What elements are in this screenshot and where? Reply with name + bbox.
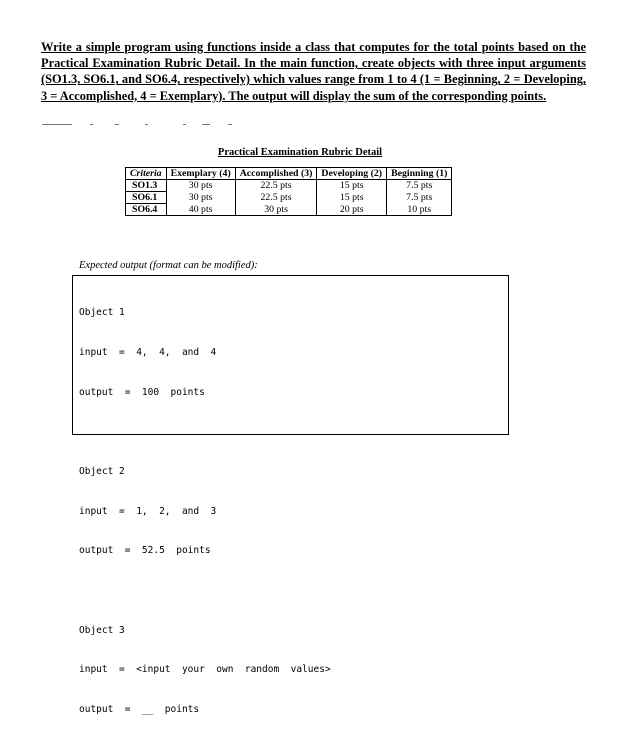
object-input: input = <input your own random values> <box>79 664 331 676</box>
object-output: output = 52.5 points <box>79 545 211 557</box>
header-criteria: Criteria <box>126 168 167 180</box>
cell-developing: 15 pts <box>317 192 387 204</box>
cut-off-text-remnant <box>42 124 242 128</box>
object-output: output = 100 points <box>79 386 205 398</box>
object-title: Object 3 <box>79 624 125 636</box>
object-block-1 <box>79 280 502 425</box>
header-developing: Developing (2) <box>317 168 387 180</box>
cell-accomplished: 22.5 pts <box>235 180 317 192</box>
table-row <box>126 204 452 216</box>
cell-beginning: 10 pts <box>387 204 452 216</box>
table-row <box>126 180 452 192</box>
object-input: input = 4, 4, and 4 <box>79 347 217 359</box>
cell-beginning: 7.5 pts <box>387 180 452 192</box>
cell-exemplary: 40 pts <box>166 204 235 216</box>
header-accomplished: Accomplished (3) <box>235 168 317 180</box>
expected-output-box <box>72 275 509 716</box>
cell-developing: 15 pts <box>317 180 387 192</box>
object-block-2 <box>79 439 502 584</box>
object-input: input = 1, 2, and 3 <box>79 505 217 517</box>
cell-accomplished: 22.5 pts <box>235 192 317 204</box>
object-block-3 <box>79 597 502 742</box>
header-beginning: Beginning (1) <box>387 168 452 180</box>
cell-beginning: 7.5 pts <box>387 192 452 204</box>
expected-output-label: Expected output (format can be modified): <box>79 260 258 271</box>
object-title: Object 1 <box>79 307 125 319</box>
row-label: SO1.3 <box>126 180 167 192</box>
cell-exemplary: 30 pts <box>166 192 235 204</box>
cell-developing: 20 pts <box>317 204 387 216</box>
object-output: output = __ points <box>79 704 200 716</box>
instructions-text: Write a simple program using functions inside a class that computes for the total points based on the Practical Examination Rubric Detail. In the main function, create objects with three input arguments (SO1.3, SO6.1, and SO6.4, respectively) which values range from 1 to 4 (1 = Beginning, 2 = Developing, 3 = Accomplished, 4 = Exemplary). The output will display the sum of the corresponding points. <box>41 40 586 103</box>
rubric-table <box>125 167 452 216</box>
header-exemplary: Exemplary (4) <box>166 168 235 180</box>
table-title: Practical Examination Rubric Detail <box>217 147 383 158</box>
cell-accomplished: 30 pts <box>235 204 317 216</box>
row-label: SO6.1 <box>126 192 167 204</box>
table-row <box>126 192 452 204</box>
cell-exemplary: 30 pts <box>166 180 235 192</box>
row-label: SO6.4 <box>126 204 167 216</box>
table-header-row <box>126 168 452 180</box>
object-title: Object 2 <box>79 466 125 478</box>
